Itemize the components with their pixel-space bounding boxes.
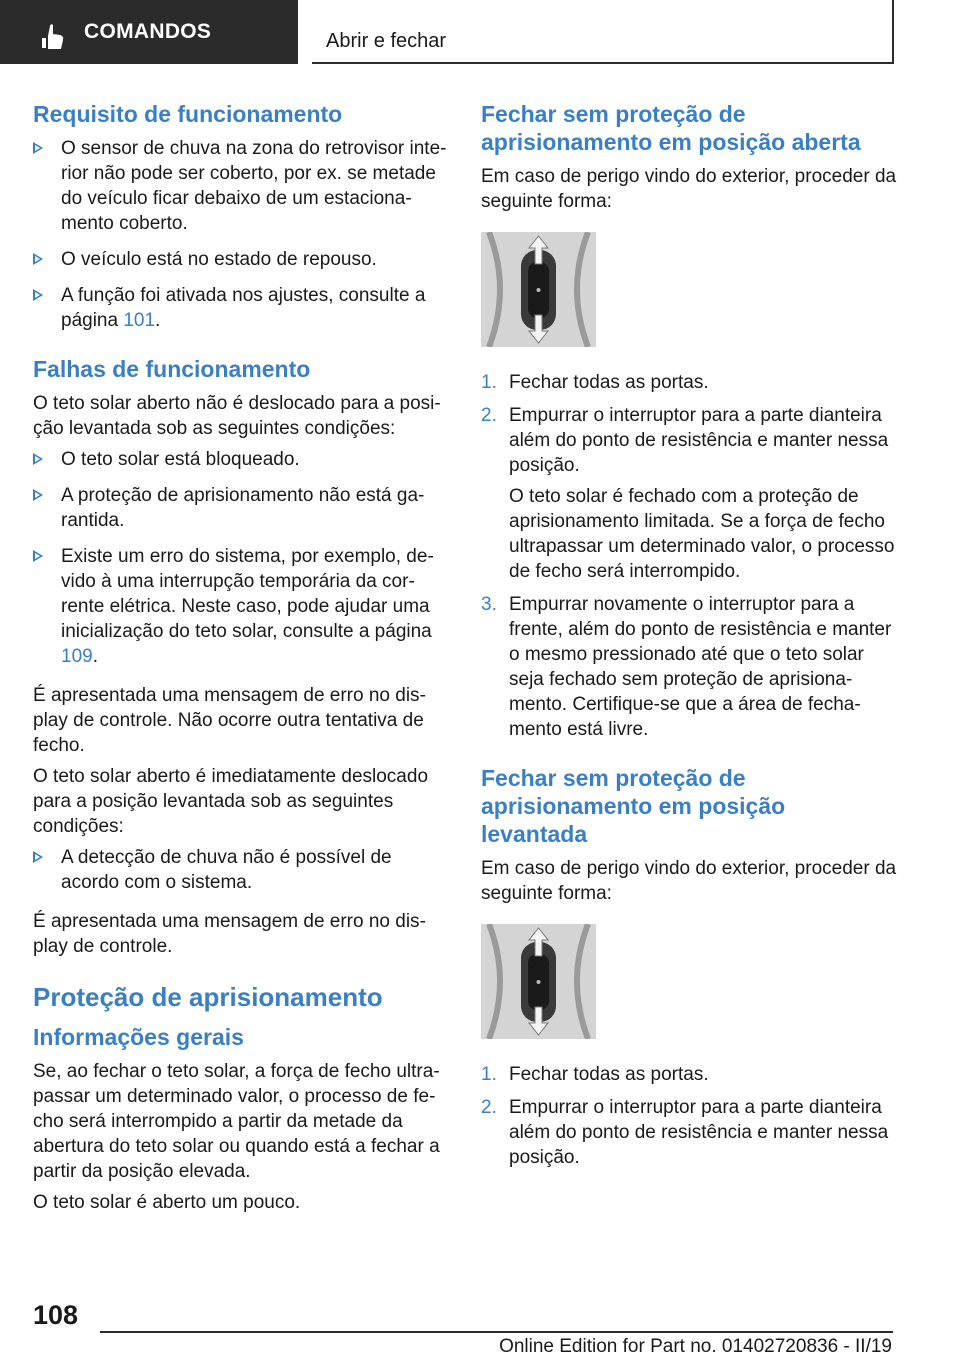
sunroof-switch-illustration — [481, 232, 596, 347]
failures-heading: Falhas de funcionamento — [33, 356, 311, 382]
raised-position-heading: Fechar sem proteção de aprisionamento em posição levantada — [481, 765, 786, 847]
list-item: 3. Empurrar novamente o interruptor para a frente, além do ponto de resistência e manter o mesmo pressionado até que o teto solar seja fechado sem proteção de aprisionamento. Certifique-se que a área de fechamento está livre. — [481, 594, 892, 740]
list-item: 1. Fechar todas as portas. — [481, 1064, 709, 1085]
right-column — [481, 100, 897, 1182]
triangle-bullet-icon — [33, 550, 43, 562]
page-link-101[interactable]: 101 — [123, 310, 156, 331]
list-item: A proteção de aprisionamento não está garantida. — [33, 483, 449, 533]
general-info-heading: Informações gerais — [33, 1024, 244, 1050]
triangle-bullet-icon — [33, 289, 43, 301]
list-item: O teto solar está bloqueado. — [33, 447, 449, 472]
list-item: O sensor de chuva na zona do retrovisor interior não pode ser coberto, por ex. se metade do veículo ficar debaixo de um estacionamento coberto. — [33, 136, 449, 236]
triangle-bullet-icon — [33, 142, 43, 154]
triangle-bullet-icon — [33, 851, 43, 863]
protection-heading: Proteção de aprisionamento — [33, 982, 383, 1012]
header-chapter-box — [312, 0, 894, 64]
failures-paragraph-1: É apresentada uma mensagem de erro no display de controle. Não ocorre outra tentativa de fecho. — [33, 685, 426, 756]
list-item: 2. Empurrar o interruptor para a parte dianteira além do ponto de resistência e manter nessa posição. — [481, 1097, 889, 1168]
open-position-intro: Em caso de perigo vindo do exterior, proceder da seguinte forma: — [481, 166, 897, 212]
failures-list — [33, 447, 449, 669]
page-link-109[interactable]: 109 — [61, 646, 93, 667]
raised-position-intro: Em caso de perigo vindo do exterior, proceder da seguinte forma: — [481, 858, 897, 904]
list-item: O veículo está no estado de repouso. — [33, 247, 449, 272]
triangle-bullet-icon — [33, 453, 43, 465]
open-position-steps — [481, 370, 897, 742]
page-number: 108 — [33, 1300, 79, 1330]
failures-intro: O teto solar aberto não é deslocado para a posição levantada sob as seguintes condições: — [33, 393, 441, 439]
requirements-list — [33, 136, 449, 333]
list-item: 1. Fechar todas as portas. — [481, 372, 709, 393]
open-position-heading: Fechar sem proteção de aprisionamento em posição aberta — [481, 101, 861, 155]
hand-pointer-icon — [40, 22, 66, 52]
list-item: A detecção de chuva não é possível de acordo com o sistema. — [33, 845, 449, 895]
requirements-heading: Requisito de funcionamento — [33, 101, 343, 127]
left-column — [33, 100, 449, 1221]
list-item: Existe um erro do sistema, por exemplo, devido à uma interrupção temporária da corrente elétrica. Neste caso, pode ajudar uma inicialização do teto solar, consulte a página 109. — [33, 544, 449, 669]
edition-note: Online Edition for Part no. 01402720836 - II/19 — [499, 1336, 892, 1357]
section-title: COMANDOS — [84, 20, 212, 43]
footer-divider — [100, 1331, 893, 1333]
general-info-paragraph-1: Se, ao fechar o teto solar, a força de fecho ultrapassar um determinado valor, o processo de fecho será interrompido a partir da metade da abertura do teto solar ou quando está a fechar a partir da posição elevada. — [33, 1061, 440, 1182]
sunroof-switch-illustration — [481, 924, 596, 1039]
header-section-tab — [0, 0, 298, 64]
failures-list-2 — [33, 845, 449, 895]
general-info-paragraph-2: O teto solar é aberto um pouco. — [33, 1192, 301, 1213]
triangle-bullet-icon — [33, 253, 43, 265]
list-item: A função foi ativada nos ajustes, consulte a página 101. — [33, 283, 449, 333]
failures-paragraph-2: O teto solar aberto é imediatamente deslocado para a posição levantada sob as seguintes condições: — [33, 766, 429, 837]
failures-paragraph-3: É apresentada uma mensagem de erro no display de controle. — [33, 911, 426, 957]
triangle-bullet-icon — [33, 489, 43, 501]
list-item: 2. Empurrar o interruptor para a parte dianteira além do ponto de resistência e manter nessa posição. O teto solar é fechado com a proteção de aprisionamento limitada. Se a força de fecho ultrapassar um determinado valor, o processo de fecho será interrompido. — [481, 405, 895, 582]
chapter-title: Abrir e fechar — [326, 30, 447, 52]
raised-position-steps — [481, 1062, 897, 1170]
